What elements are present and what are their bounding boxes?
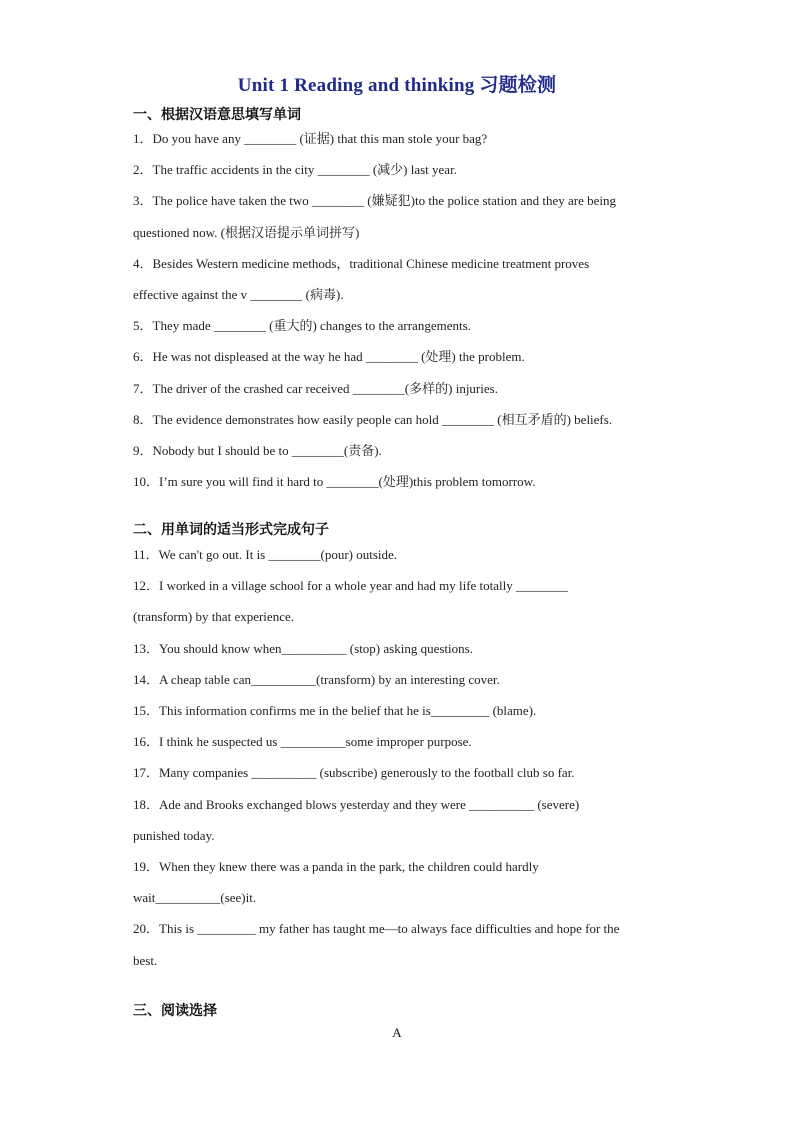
question-line: 16．I think he suspected us __________some improper purpose. <box>133 734 472 749</box>
question-line: 15．This information confirms me in the belief that he is_________ (blame). <box>133 703 537 718</box>
question-line: 5．They made ________ (重大的) changes to the arrangements. <box>133 318 471 333</box>
question-line: 7．The driver of the crashed car received ________(多样的) injuries. <box>133 381 498 396</box>
question-line: 17．Many companies __________ (subscribe) generously to the football club so far. <box>133 765 575 780</box>
section3-heading: 三、阅读选择 <box>133 1003 217 1019</box>
question-line: best. <box>133 953 158 968</box>
passage-label: A <box>392 1025 402 1040</box>
question-line: 19．When they knew there was a panda in the park, the children could hardly <box>133 859 539 874</box>
question-line: effective against the v ________ (病毒). <box>133 287 344 302</box>
section1-heading: 一、根据汉语意思填写单词 <box>133 107 301 123</box>
section2-heading: 二、用单词的适当形式完成句子 <box>133 522 329 538</box>
question-line: 1．Do you have any ________ (证据) that this man stole your bag? <box>133 131 488 146</box>
question-line: 8．The evidence demonstrates how easily people can hold ________ (相互矛盾的) beliefs. <box>133 412 613 427</box>
page-title: Unit 1 Reading and thinking 习题检测 <box>237 75 557 96</box>
question-line: 6．He was not displeased at the way he had ________ (处理) the problem. <box>133 349 525 364</box>
question-line: 4．Besides Western medicine methods，traditional Chinese medicine treatment proves <box>133 256 590 271</box>
question-line: 13．You should know when__________ (stop) asking questions. <box>133 641 473 656</box>
question-line: wait__________(see)it. <box>133 890 257 905</box>
question-line: 20．This is _________ my father has taught me—to always face difficulties and hope for the <box>133 921 620 936</box>
question-line: 11．We can't go out. It is ________(pour) outside. <box>133 547 398 562</box>
question-line: 10．I’m sure you will find it hard to ________(处理)this problem tomorrow. <box>133 474 536 489</box>
question-line: punished today. <box>133 828 215 843</box>
question-line: 18．Ade and Brooks exchanged blows yesterday and they were __________ (severe) <box>133 797 580 812</box>
question-line: (transform) by that experience. <box>133 609 294 624</box>
question-line: 14．A cheap table can__________(transform) by an interesting cover. <box>133 672 500 687</box>
question-line: 3．The police have taken the two ________ (嫌疑犯)to the police station and they are being <box>133 193 617 208</box>
question-line: 12．I worked in a village school for a whole year and had my life totally ________ <box>133 578 569 593</box>
question-line: 9．Nobody but I should be to ________(责备). <box>133 443 382 458</box>
question-line: 2．The traffic accidents in the city ________ (减少) last year. <box>133 162 457 177</box>
question-line: questioned now. (根据汉语提示单词拼写) <box>133 225 360 240</box>
